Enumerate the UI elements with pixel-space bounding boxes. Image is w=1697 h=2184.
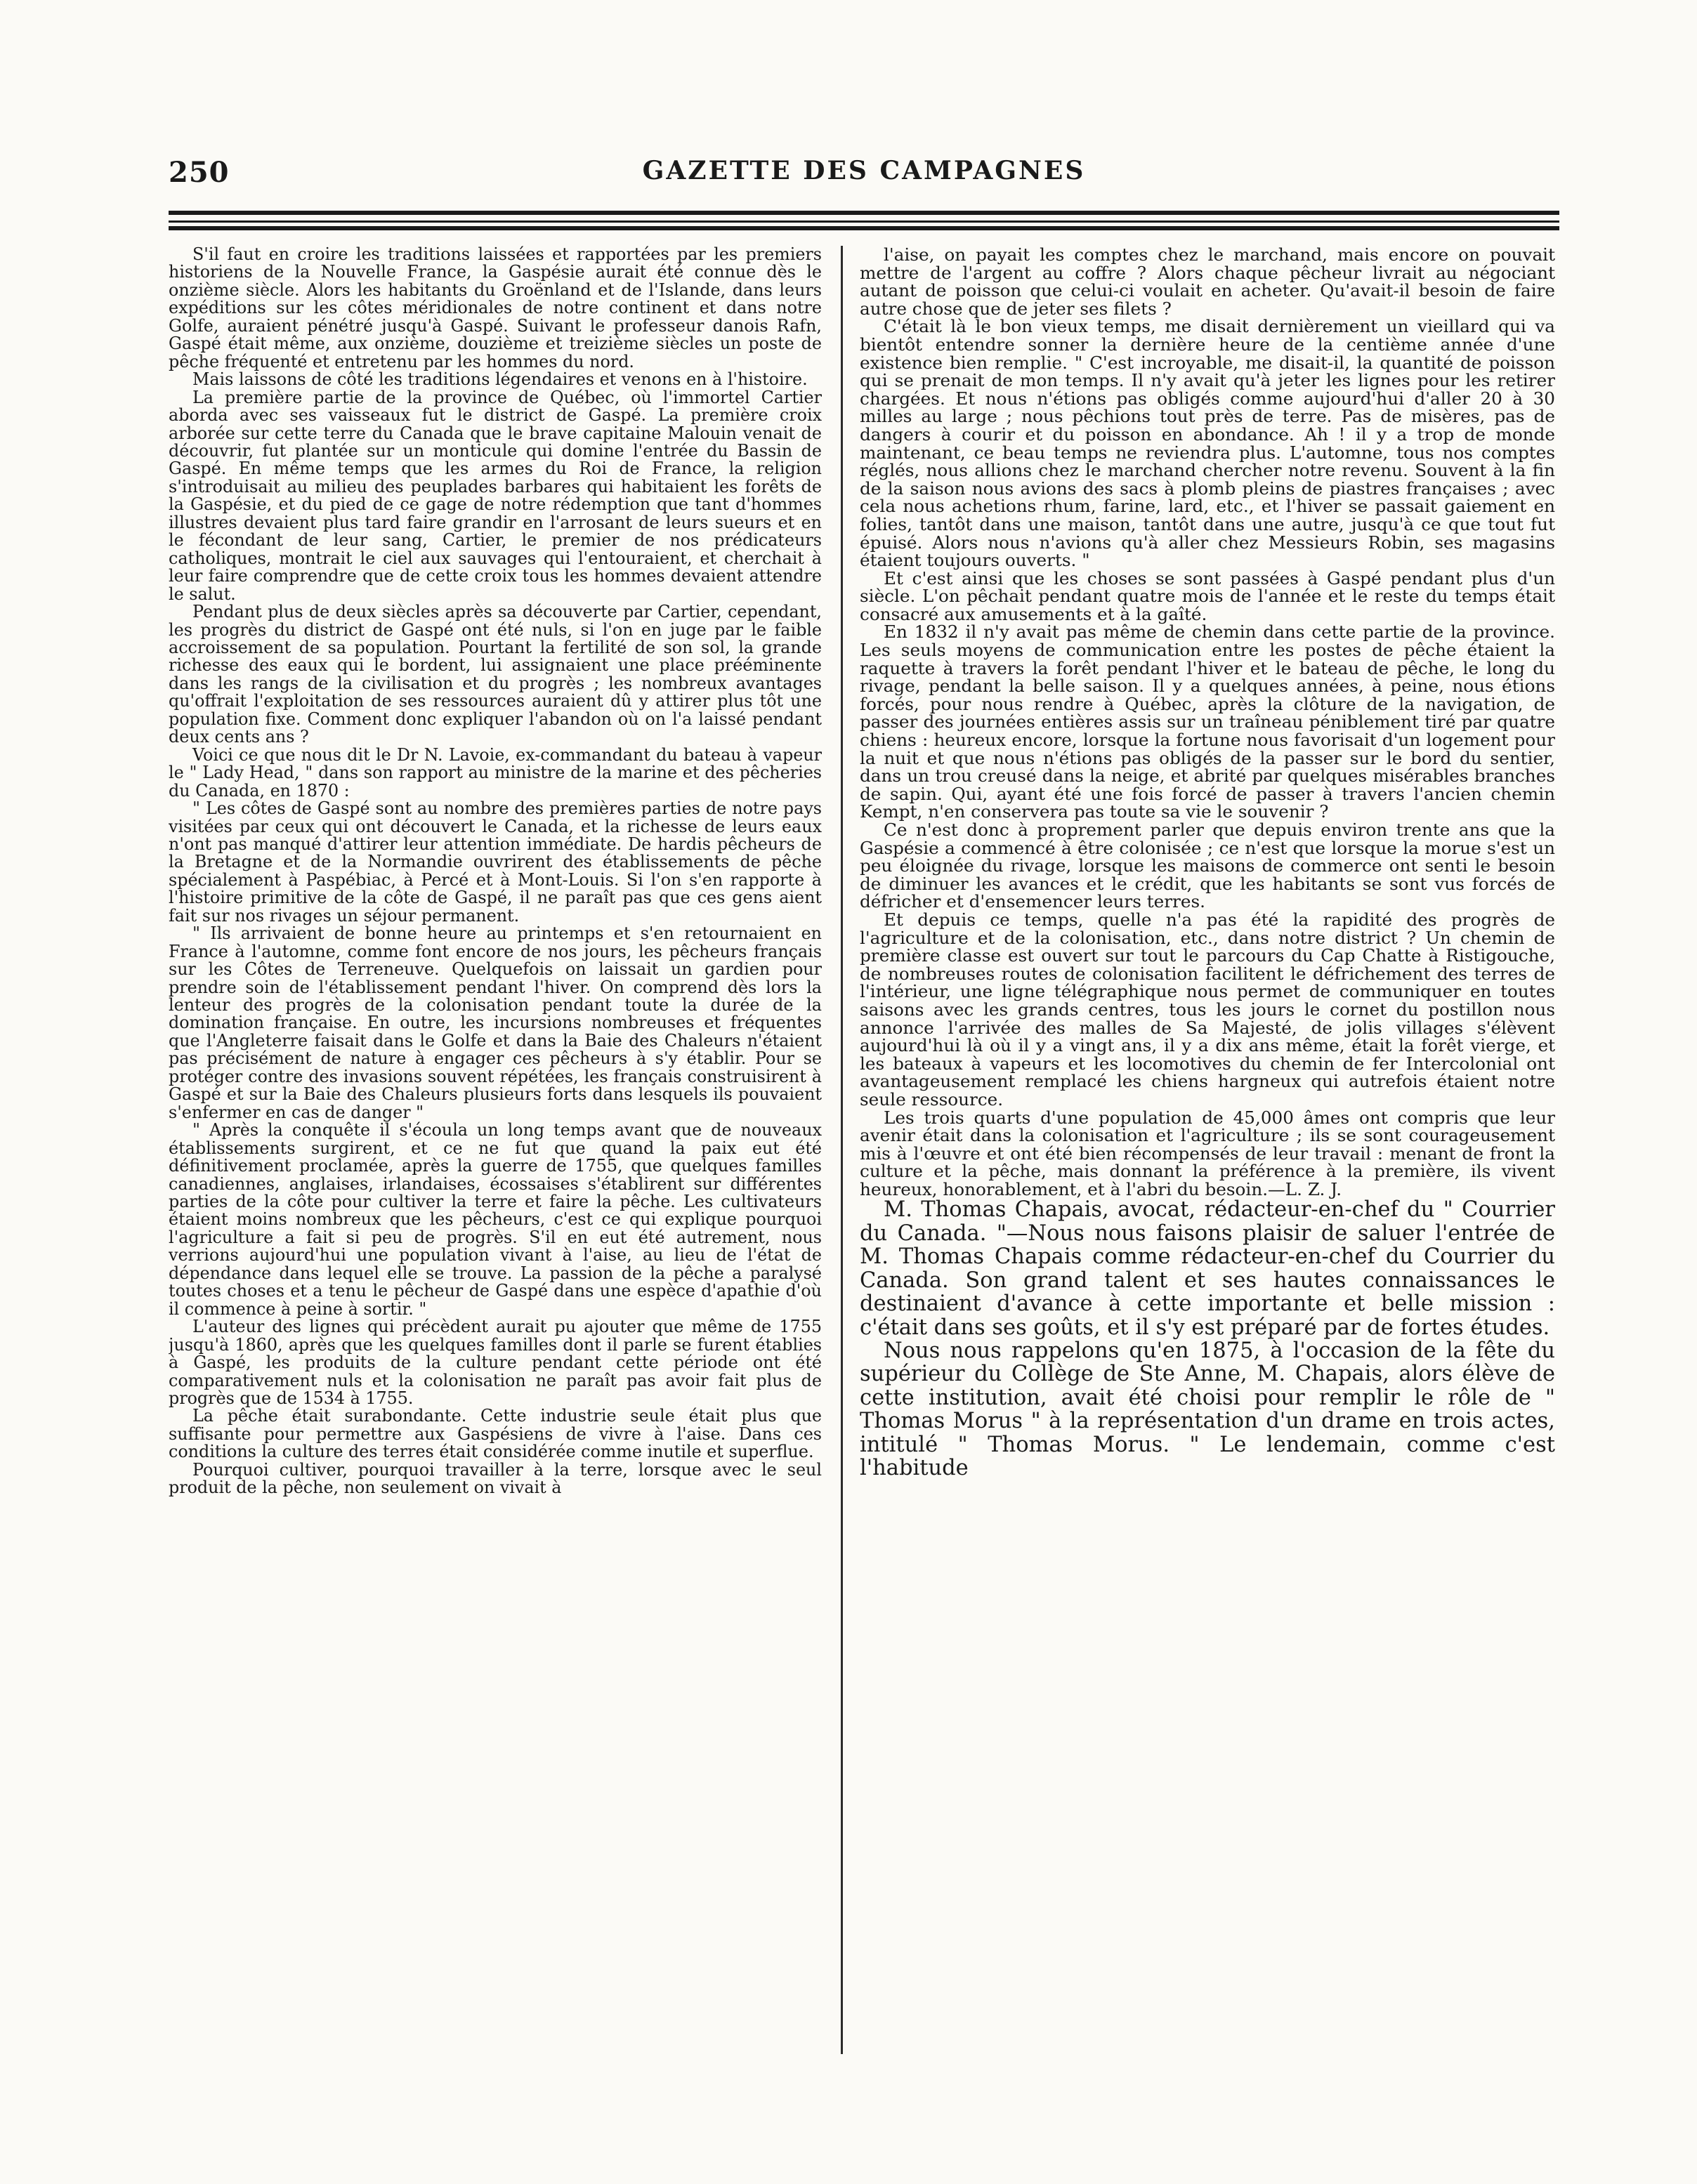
article-paragraph: Les trois quarts d'une population de 45,000 âmes ont compris que leur avenir était dans la colonisation et l'agriculture ; ils se sont courageusement mis à l'œuvre et ont été bien récompensés de leur travail : menant de front la culture et la pêche, mais donnant la préférence à la première, ils vivent heureux, honorablement, et à l'abri du besoin.—L. Z. J.	[860, 1107, 1555, 1199]
notice-paragraph: Nous nous rappelons qu'en 1875, à l'occasion de la fête du supérieur du Collège de Ste Anne, M. Chapais, alors élève de cette institution, avait été choisi pour remplir le rôle de " Thomas Morus " à la représentation d'un drame en trois actes, intitulé " Thomas Morus. " Le lendemain, comme c'est l'habitude	[860, 1338, 1555, 1480]
quoted-paragraph: " Après la conquête il s'écoula un long temps avant que de nouveaux établissements surgirent, et ce ne fut que quand la paix eut été définitivement proclamée, après la guerre de 1755, que quelques familles canadiennes, anglaises, irlandaises, écossaises s'établirent sur différentes parties de la côte pour cultiver la terre et faire la pêche. Les cultivateurs étaient moins nombreux que les pêcheurs, c'est ce qui explique pourquoi l'agriculture a fait si peu de progrès. S'il en eut été autrement, nous verrions aujourd'hui une population vivant à l'aise, au lieu de l'état de dépendance dans lequel elle se trouve. La passion de la pêche a paralysé toutes choses et a tenu le pêcheur de Gaspé dans une espèce d'apathie d'où il commence à peine à sortir. "	[169, 1120, 822, 1319]
article-paragraph: S'il faut en croire les traditions laissées et rapportées par les premiers historiens de la Nouvelle France, la Gaspésie aurait été connue dès le onzième siècle. Alors les habitants du Groënland et de l'Islande, dans leurs expéditions sur les côtes méridionales de notre continent et dans notre Golfe, auraient pénétré jusqu'à Gaspé. Suivant le professeur danois Rafn, Gaspé était même, aux onzième, douzième et treizième siècles un poste de pêche fréquenté et entretenu par les hommes du nord.	[169, 246, 822, 371]
quoted-paragraph: " Ils arrivaient de bonne heure au printemps et s'en retournaient en France à l'automne, comme font encore de nos jours, les pêcheurs français sur les Côtes de Terreneuve. Quelquefois on laissait un gardien pour prendre soin de l'établissement pendant l'hiver. On comprend dès lors la lenteur des progrès de la colonisation pendant toute la durée de la domination française. En outre, les incursions nombreuses et fréquentes que l'Angleterre faisait dans le Golfe et dans la Baie des Chaleurs n'étaient pas précisément de nature à engager ces pêcheurs à s'y établir. Pour se protéger contre des invasions souvent répétées, les français construisirent à Gaspé et sur la Baie des Chaleurs plusieurs forts dans lesquels ils pouvaient s'enfermer en cas de danger "	[169, 923, 822, 1122]
quoted-paragraph: " Les côtes de Gaspé sont au nombre des premières parties de notre pays visitées par ceux qui ont découvert le Canada, et la richesse de leurs eaux n'ont pas manqué d'attirer leur attention immédiate. De hardis pêcheurs de la Bretagne et de la Normandie ouvrirent des établissements de pêche spécialement à Paspébiac, à Percé et à Mont-Louis. Si l'on s'en rapporte à l'histoire primitive de la côte de Gaspé, il ne paraît pas que ces gens aient fait sur nos rivages un séjour permanent.	[169, 798, 822, 926]
article-paragraph: Voici ce que nous dit le Dr N. Lavoie, ex-commandant du bateau à vapeur le " Lady Head, " dans son rapport au ministre de la marine et des pêcheries du Canada, en 1870 :	[169, 744, 822, 801]
article-paragraph: Ce n'est donc à proprement parler que depuis environ trente ans que la Gaspésie a commencé à être colonisée ; ce n'est que lorsque la morue s'est un peu éloignée du rivage, lorsque les maisons de commerce ont senti le besoin de diminuer les avances et le crédit, que les habitants se sont vus forcés de défricher et d'ensemencer leurs terres.	[860, 820, 1555, 912]
header-rule-top	[169, 211, 1559, 215]
article-paragraph: l'aise, on payait les comptes chez le marchand, mais encore on pouvait mettre de l'argent au coffre ? Alors chaque pêcheur livrait au négociant autant de poisson que celui-ci voulait en acheter. Qu'avait-il besoin de faire autre chose que de jeter ses filets ?	[860, 246, 1555, 319]
article-paragraph: Pendant plus de deux siècles après sa découverte par Cartier, cependant, les progrès du district de Gaspé ont été nuls, si l'on en juge par le faible accroissement de sa population. Pourtant la fertilité de son sol, la grande richesse des eaux qui le bordent, lui assignaient une place prééminente dans les rangs de la civilisation et du progrès ; les nombreux avantages qu'offrait l'exploitation de ses ressources auraient dû y attirer plus tôt une population fixe. Comment donc expliquer l'abandon où on l'a laissé pendant deux cents ans ?	[169, 602, 822, 747]
article-paragraph: C'était là le bon vieux temps, me disait dernièrement un vieillard qui va bientôt entendre sonner la dernière heure de la centième année d'une existence bien remplie. " C'est incroyable, me disait-il, la quantité de poisson qui se prenait de mon temps. Il n'y avait qu'à jeter les lignes pour les retirer chargées. Et nous n'étions pas obligés comme aujourd'hui d'aller 20 à 30 milles au large ; nous pêchions tout près de terre. Pas de misères, pas de dangers à courir et du poisson en abondance. Ah ! il y a trop de monde maintenant, ce beau temps ne reviendra plus. L'automne, tous nos comptes réglés, nous allions chez le marchand chercher notre revenu. Souvent à la fin de la saison nous avions des sacs à plomb pleins de piastres françaises ; avec cela nous achetions rhum, farine, lard, etc., et l'hiver se passait gaiement en folies, tantôt dans une maison, tantôt dans une autre, jusqu'à ce que tout fut épuisé. Alors nous n'avions qu'à aller chez Messieurs Robin, ses magasins étaient toujours ouverts. "	[860, 316, 1555, 571]
article-paragraph: Mais laissons de côté les traditions légendaires et venons en à l'histoire.	[192, 369, 808, 390]
column-divider	[841, 246, 843, 2054]
left-column	[169, 246, 822, 2054]
publication-title: GAZETTE DES CAMPAGNES	[642, 156, 1086, 185]
notice-paragraph: M. Thomas Chapais, avocat, rédacteur-en-chef du " Courrier du Canada. "—Nous nous faisons plaisir de saluer l'entrée de M. Thomas Chapais comme rédacteur-en-chef du Courrier du Canada. Son grand talent et ses hautes connaissances le destinaient d'avance à cette importante et belle mission : c'était dans ses goûts, et il s'y est préparé par de fortes études.	[860, 1197, 1555, 1340]
article-paragraph: Et c'est ainsi que les choses se sont passées à Gaspé pendant plus d'un siècle. L'on pêchait pendant quatre mois de l'année et le reste du temps était consacré aux amusements et à la gaîté.	[860, 567, 1555, 624]
page-number: 250	[169, 156, 230, 189]
article-paragraph: La pêche était surabondante. Cette industrie seule était plus que suffisante pour permettre aux Gaspésiens de vivre à l'aise. Dans ces conditions la culture des terres était considérée comme inutile et superflue.	[169, 1406, 822, 1462]
right-column	[860, 246, 1555, 2054]
article-paragraph: Pourquoi cultiver, pourquoi travailler à la terre, lorsque avec le seul produit de la pêche, non seulement on vivait à	[169, 1459, 822, 1498]
header-rule-bottom	[169, 226, 1559, 230]
header-rule-middle	[169, 221, 1559, 223]
article-paragraph: L'auteur des lignes qui précèdent aurait pu ajouter que même de 1755 jusqu'à 1860, après que les quelques familles dont il parle se furent établies à Gaspé, les produits de la culture pendant cette période ont été comparativement nuls et la colonisation ne paraît pas avoir fait plus de progrès que de 1534 à 1755.	[169, 1317, 822, 1408]
article-paragraph: En 1832 il n'y avait pas même de chemin dans cette partie de la province. Les seuls moyens de communication entre les postes de pêche étaient la raquette à travers la forêt pendant l'hiver et le bateau de pêche, le long du rivage, pendant la belle saison. Il y a quelques années, à peine, nous étions forcés, pour nous rendre à Québec, après la clôture de la navigation, de passer des journées entières assis sur un traîneau péniblement tiré par quatre chiens : heureux encore, lorsque la fortune nous favorisait d'un logement pour la nuit et que nous n'étions pas obligés de la passer sur le bord du sentier, dans un trou creusé dans la neige, et abrité par quelques misérables branches de sapin. Qui, ayant été une fois forcé de passer à travers l'ancien chemin Kempt, n'en conservera pas toute sa vie le souvenir ?	[860, 621, 1555, 822]
article-paragraph: Et depuis ce temps, quelle n'a pas été la rapidité des progrès de l'agriculture et de la colonisation, etc., dans notre district ? Un chemin de première classe est ouvert sur tout le parcours du Cap Chatte à Ristigouche, de nombreuses routes de colonisation facilitent le défrichement des terres de l'intérieur, une ligne télégraphique nous permet de communiquer en toutes saisons avec les grands centres, tous les jours le cornet du postillon nous annonce l'arrivée des malles de Sa Majesté, de jolis villages s'élèvent aujourd'hui là où il y a vingt ans, il y a dix ans même, était la forêt vierge, et les bateaux à vapeurs et les locomotives du chemin de fer Intercolonial ont avantageusement remplacé les chiens hargneux qui autrefois étaient notre seule ressource.	[860, 909, 1555, 1110]
article-paragraph: La première partie de la province de Québec, où l'immortel Cartier aborda avec ses vaisseaux fut le district de Gaspé. La première croix arborée sur cette terre du Canada que le brave capitaine Malouin venait de découvrir, fut plantée sur un monticule qui domine l'entrée du Bassin de Gaspé. En même temps que les armes du Roi de France, la religion s'introduisait au milieu des peuplades barbares qui habitaient les forêts de la Gaspésie, et du pied de ce gage de notre rédemption que tant d'hommes illustres devaient plus tard faire grandir en l'arrosant de leurs sueurs et en le fécondant de leur sang, Cartier, le premier de nos prédicateurs catholiques, montrait le ciel aux sauvages qui l'entouraient, et cherchait à leur faire comprendre que de cette croix tous les hommes devaient attendre le salut.	[169, 387, 822, 604]
page-header	[169, 156, 1559, 188]
